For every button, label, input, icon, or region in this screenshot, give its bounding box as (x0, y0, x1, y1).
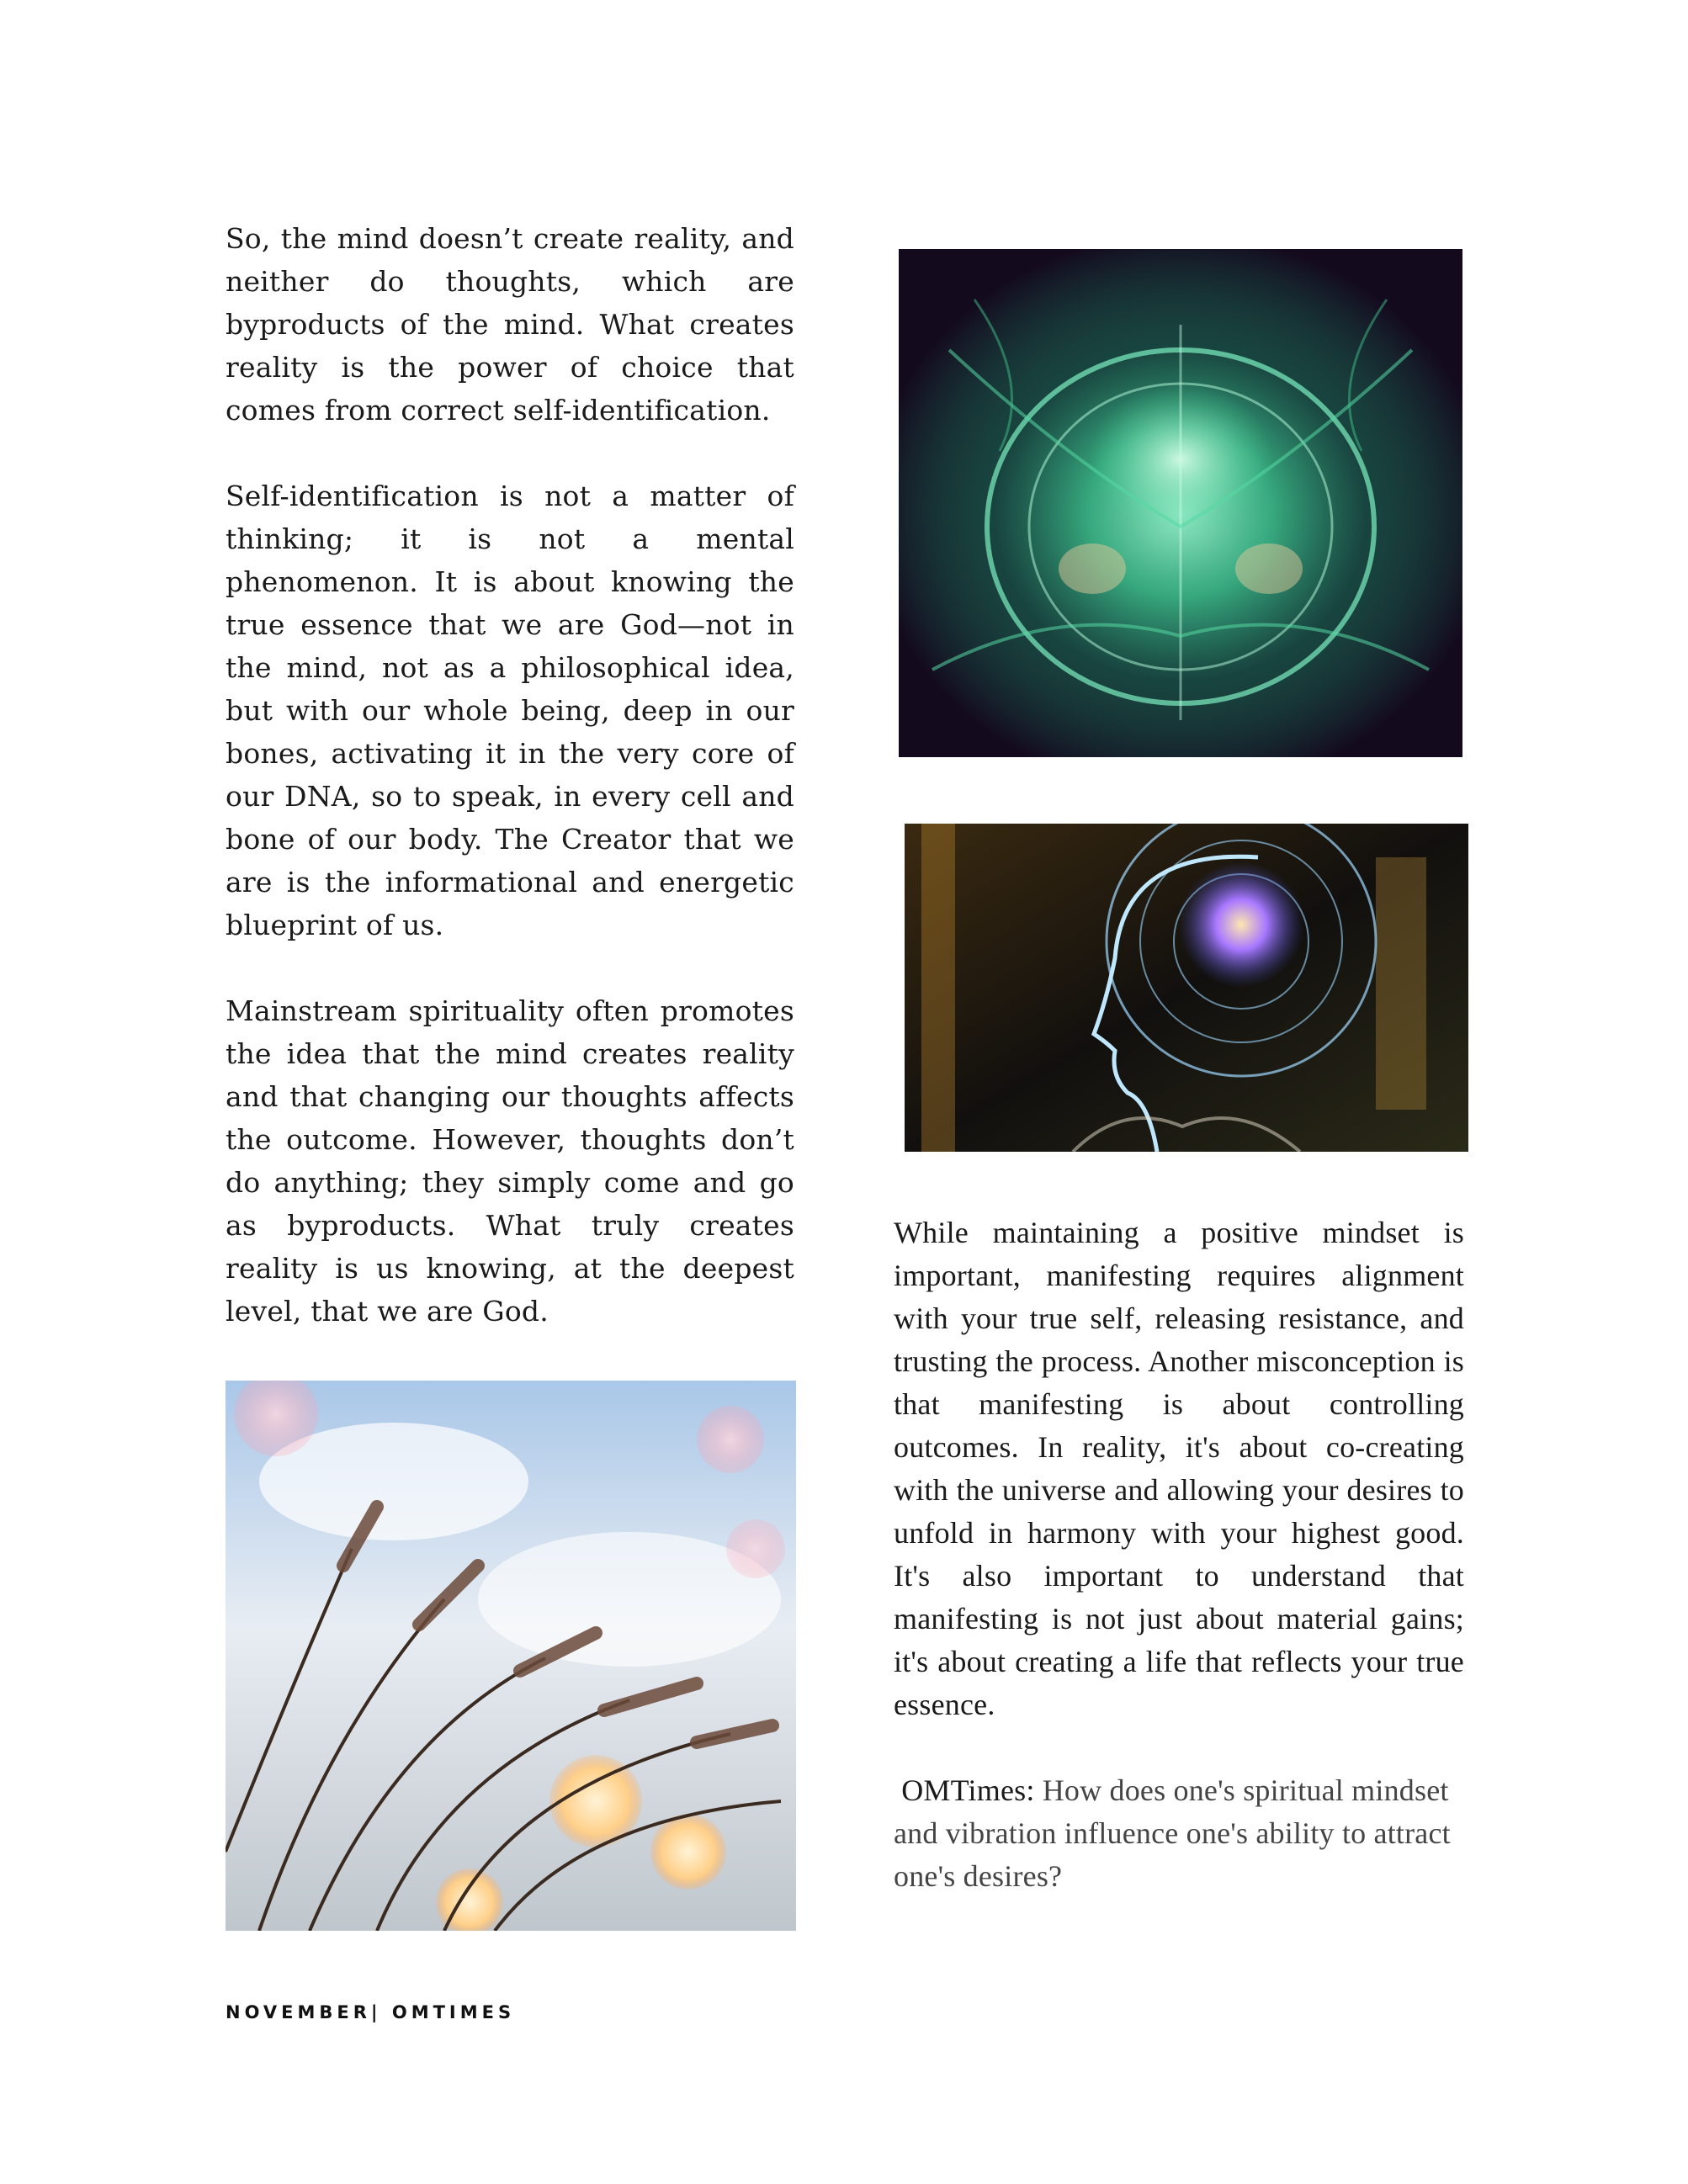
interview-question (894, 1769, 1464, 1898)
grass-bokeh-image (226, 1381, 796, 1931)
right-paragraph: While maintaining a positive mindset is important, manifesting requires alignment with your true self, releasing resistance, and trusting the process. Another misconception is that manifesting is about controlling outcomes. In reality, it's about co-creating with the universe and allowing your desires to unfold in harmony with your highest good. It's also important to understand that manifesting is not just about material gains; it's about creating a life that reflects your true essence. (894, 1216, 1464, 1721)
digital-head-image (905, 824, 1468, 1152)
left-column (226, 217, 794, 1376)
fractal-energy-image (899, 249, 1462, 757)
right-column (894, 1211, 1464, 1941)
left-paragraph-2: Self-identification is not a matter of thinking; it is not a mental phenomenon. It is about knowing the true essence that we are God—not in the mind, not as a philosophical idea, but with our whole being, deep in our bones, activating it in the very core of our DNA, so to speak, in every cell and bone of our body. The Creator that we are is the informational and energetic blueprint of us. (226, 480, 794, 941)
question-text: How does one's spiritual mindset and vibration influence one's ability to attract one's desires? (894, 1773, 1451, 1893)
left-paragraph-3: Mainstream spirituality often promotes the idea that the mind creates reality and that changing our thoughts affects the outcome. However, thoughts don’t do anything; they simply come and go as byproducts. What truly creates reality is us knowing, at the deepest level, that we are God. (226, 994, 794, 1328)
question-label: OMTimes: (901, 1773, 1035, 1807)
left-paragraph-1: So, the mind doesn’t create reality, and neither do thoughts, which are byproducts of the mind. What creates reality is the power of choice that comes from correct self-identification. (226, 222, 794, 427)
page-footer: NOVEMBER| OMTIMES (226, 2002, 516, 2022)
